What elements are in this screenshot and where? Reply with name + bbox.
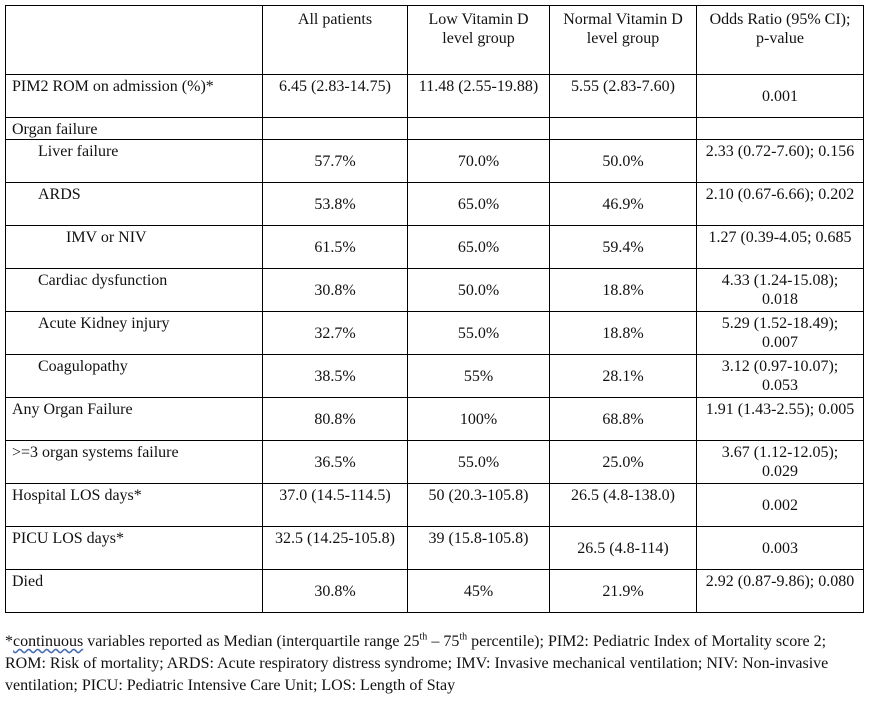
cell-or: 0.002: [697, 484, 864, 527]
cell-normal: 28.1%: [550, 355, 697, 398]
table-row: [6, 75, 864, 118]
cell-normal: 18.8%: [550, 312, 697, 355]
table-row: [6, 484, 864, 527]
cell-normal: 46.9%: [550, 183, 697, 226]
cell-or: 1.27 (0.39-4.05; 0.685: [697, 226, 864, 269]
header-normal-vitd: Normal Vitamin D level group: [550, 6, 697, 75]
cell-or: 2.33 (0.72-7.60); 0.156: [697, 140, 864, 183]
table-row: [6, 226, 864, 269]
footnote-sup-2: th: [459, 631, 468, 643]
table-row: [6, 140, 864, 183]
cell-normal: 26.5 (4.8-114): [550, 527, 697, 570]
cell-or: 3.12 (0.97-10.07); 0.053: [697, 355, 864, 398]
cell-all: 32.7%: [263, 312, 408, 355]
table-row: [6, 269, 864, 312]
cell-low: 39 (15.8-105.8): [408, 527, 550, 570]
cell-or: 3.67 (1.12-12.05); 0.029: [697, 441, 864, 484]
cell-normal: 59.4%: [550, 226, 697, 269]
row-label: Hospital LOS days*: [6, 484, 263, 527]
cell-all: 53.8%: [263, 183, 408, 226]
table-row: [6, 527, 864, 570]
row-label: ARDS: [6, 183, 263, 226]
cell-low: 50.0%: [408, 269, 550, 312]
cell-normal: 68.8%: [550, 398, 697, 441]
row-label: Coagulopathy: [6, 355, 263, 398]
cell-all: 30.8%: [263, 570, 408, 613]
footnote-dash: – 75: [427, 633, 460, 650]
cell-low: 55.0%: [408, 312, 550, 355]
cell-all: 57.7%: [263, 140, 408, 183]
cell-low: [408, 118, 550, 140]
cell-or: 5.29 (1.52-18.49); 0.007: [697, 312, 864, 355]
cell-all: [263, 118, 408, 140]
table-row: [6, 441, 864, 484]
table-row: [6, 183, 864, 226]
row-label: Cardiac dysfunction: [6, 269, 263, 312]
header-odds-ratio: Odds Ratio (95% CI); p-value: [697, 6, 864, 75]
cell-or: 1.91 (1.43-2.55); 0.005: [697, 398, 864, 441]
footnote-continuous: continuous: [13, 633, 84, 650]
footnote-text-1: variables reported as Median (interquartile range 25: [83, 633, 420, 650]
cell-low: 55.0%: [408, 441, 550, 484]
table-row: [6, 312, 864, 355]
cell-low: 50 (20.3-105.8): [408, 484, 550, 527]
cell-low: 45%: [408, 570, 550, 613]
table-row: [6, 118, 864, 140]
cell-normal: 50.0%: [550, 140, 697, 183]
row-label: Died: [6, 570, 263, 613]
cell-normal: 18.8%: [550, 269, 697, 312]
table-row: [6, 398, 864, 441]
cell-low: 70.0%: [408, 140, 550, 183]
cell-all: 38.5%: [263, 355, 408, 398]
cell-all: 32.5 (14.25-105.8): [263, 527, 408, 570]
cell-low: 100%: [408, 398, 550, 441]
cell-normal: 26.5 (4.8-138.0): [550, 484, 697, 527]
cell-all: 61.5%: [263, 226, 408, 269]
table-footnote: [5, 631, 865, 697]
row-label: Any Organ Failure: [6, 398, 263, 441]
cell-or: 4.33 (1.24-15.08); 0.018: [697, 269, 864, 312]
footnote-text-2: percentile); PIM2: Pediatric Index of Mortality score 2; ROM: Risk of mortality; ARDS: Acute respiratory distress syndrome; IMV: Invasive mechanical ventilation; NIV: Non-invasive ventilation; PICU: Pediatric Intensive Care Unit; LOS: Length of Stay: [5, 633, 829, 694]
cell-normal: [550, 118, 697, 140]
cell-or: 2.92 (0.87-9.86); 0.080: [697, 570, 864, 613]
cell-all: 80.8%: [263, 398, 408, 441]
cell-low: 65.0%: [408, 183, 550, 226]
table-row: [6, 570, 864, 613]
cell-all: 6.45 (2.83-14.75): [263, 75, 408, 118]
table-row: [6, 355, 864, 398]
cell-or: 2.10 (0.67-6.66); 0.202: [697, 183, 864, 226]
cell-normal: 21.9%: [550, 570, 697, 613]
row-label: Organ failure: [6, 118, 263, 140]
cell-normal: 25.0%: [550, 441, 697, 484]
cell-or: 0.001: [697, 75, 864, 118]
header-blank: [6, 6, 263, 75]
cell-low: 65.0%: [408, 226, 550, 269]
cell-low: 11.48 (2.55-19.88): [408, 75, 550, 118]
cell-all: 30.8%: [263, 269, 408, 312]
cell-all: 36.5%: [263, 441, 408, 484]
footnote-sup-1: th: [419, 631, 428, 643]
row-label: PICU LOS days*: [6, 527, 263, 570]
cell-low: 55%: [408, 355, 550, 398]
cell-or: [697, 118, 864, 140]
row-label: Liver failure: [6, 140, 263, 183]
row-label: IMV or NIV: [6, 226, 263, 269]
header-low-vitd: Low Vitamin D level group: [408, 6, 550, 75]
footnote-star: *: [5, 633, 13, 650]
results-table: [5, 5, 864, 613]
row-label: >=3 organ systems failure: [6, 441, 263, 484]
cell-all: 37.0 (14.5-114.5): [263, 484, 408, 527]
row-label: Acute Kidney injury: [6, 312, 263, 355]
cell-normal: 5.55 (2.83-7.60): [550, 75, 697, 118]
row-label: PIM2 ROM on admission (%)*: [6, 75, 263, 118]
cell-or: 0.003: [697, 527, 864, 570]
header-all-patients: All patients: [263, 6, 408, 75]
table-header-row: [6, 6, 864, 75]
